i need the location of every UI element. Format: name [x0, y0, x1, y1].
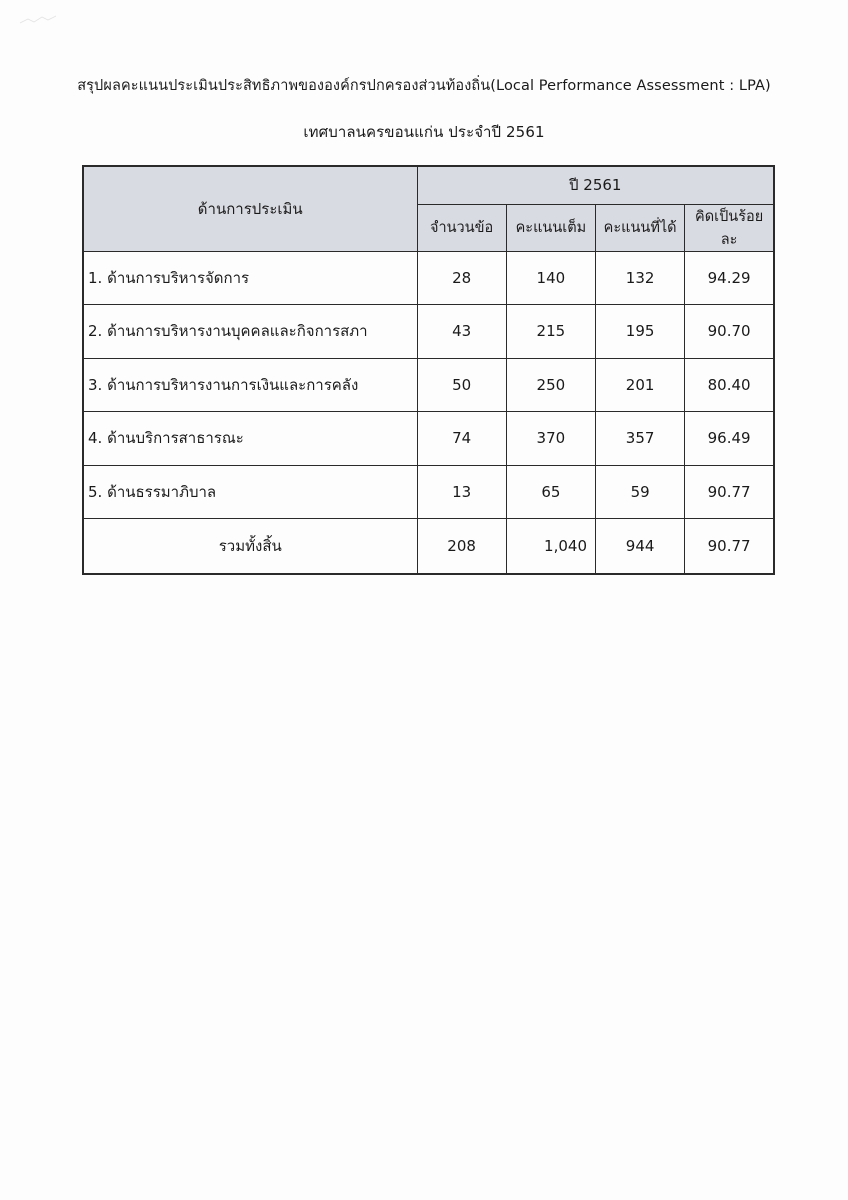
row-percent: 90.77	[685, 465, 774, 519]
row-item-count: 43	[417, 305, 506, 359]
total-item-count: 208	[417, 519, 506, 574]
table-row	[83, 251, 774, 305]
assessment-table-container	[82, 165, 775, 575]
row-category-name: 2. ด้านการบริหารงานบุคคลและกิจการสภา	[83, 305, 417, 359]
table-row	[83, 465, 774, 519]
header-item-count: จำนวนข้อ	[417, 204, 506, 251]
table-total-row	[83, 519, 774, 574]
total-score-obtained: 944	[596, 519, 685, 574]
row-category-name: 1. ด้านการบริหารจัดการ	[83, 251, 417, 305]
document-subtitle: เทศบาลนครขอนแก่น ประจำปี 2561	[303, 123, 545, 141]
row-score-obtained: 357	[596, 412, 685, 466]
row-percent: 90.70	[685, 305, 774, 359]
row-percent: 96.49	[685, 412, 774, 466]
row-category-name: 3. ด้านการบริหารงานการเงินและการคลัง	[83, 358, 417, 412]
row-full-score: 250	[506, 358, 595, 412]
row-category-name: 4. ด้านบริการสาธารณะ	[83, 412, 417, 466]
row-score-obtained: 132	[596, 251, 685, 305]
scan-artifact-mark	[18, 14, 58, 26]
header-score-obtained: คะแนนที่ได้	[596, 204, 685, 251]
header-percent: คิดเป็นร้อยละ	[685, 204, 774, 251]
total-full-score: 1,040	[506, 519, 595, 574]
table-row	[83, 358, 774, 412]
header-year-group: ปี 2561	[417, 166, 774, 204]
row-item-count: 50	[417, 358, 506, 412]
row-percent: 94.29	[685, 251, 774, 305]
row-item-count: 74	[417, 412, 506, 466]
table-row	[83, 412, 774, 466]
total-label: รวมทั้งสิ้น	[83, 519, 417, 574]
header-category: ด้านการประเมิน	[83, 166, 417, 251]
header-full-score: คะแนนเต็ม	[506, 204, 595, 251]
row-full-score: 140	[506, 251, 595, 305]
table-header-row	[83, 166, 774, 204]
row-percent: 80.40	[685, 358, 774, 412]
document-title: สรุปผลคะแนนประเมินประสิทธิภาพขององค์กรปกครองส่วนท้องถิ่น(Local Performance Assessment : LPA)	[77, 78, 771, 94]
row-score-obtained: 59	[596, 465, 685, 519]
row-score-obtained: 201	[596, 358, 685, 412]
row-item-count: 28	[417, 251, 506, 305]
row-full-score: 370	[506, 412, 595, 466]
assessment-table	[82, 165, 775, 575]
table-row	[83, 305, 774, 359]
row-full-score: 215	[506, 305, 595, 359]
total-percent: 90.77	[685, 519, 774, 574]
row-item-count: 13	[417, 465, 506, 519]
row-score-obtained: 195	[596, 305, 685, 359]
row-category-name: 5. ด้านธรรมาภิบาล	[83, 465, 417, 519]
row-full-score: 65	[506, 465, 595, 519]
